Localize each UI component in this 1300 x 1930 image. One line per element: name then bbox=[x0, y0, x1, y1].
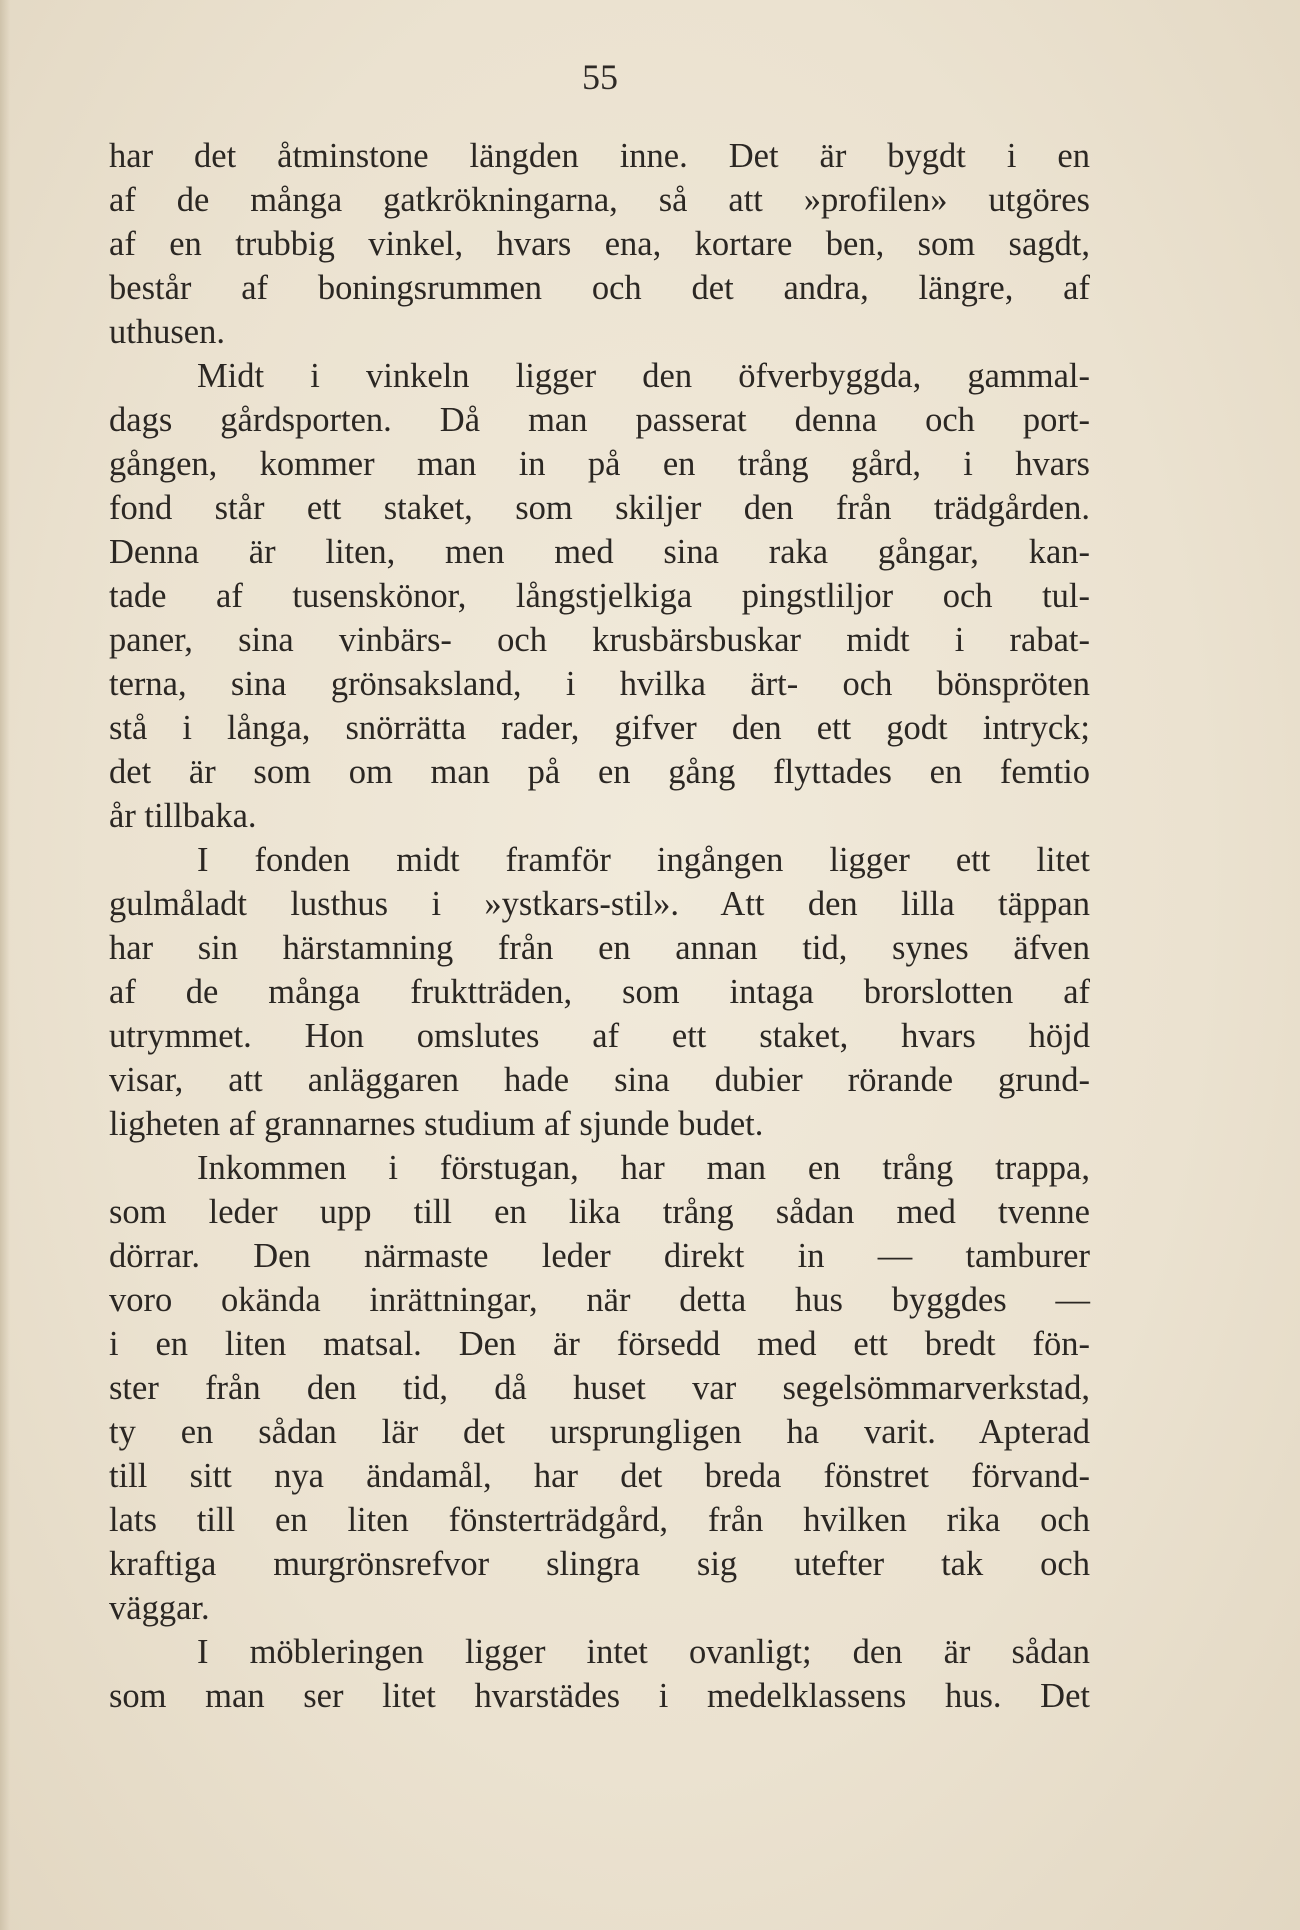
text-line: uthusen. bbox=[109, 313, 225, 351]
text-line: det är som om man på en gång flyttades en femtio bbox=[109, 753, 1090, 791]
body-text bbox=[109, 134, 1090, 1718]
text-line: I möbleringen ligger intet ovanligt; den är sådan bbox=[197, 1633, 1090, 1671]
text-line: år tillbaka. bbox=[109, 797, 257, 835]
text-line: Inkommen i förstugan, har man en trång trappa, bbox=[197, 1149, 1090, 1187]
text-line: Denna är liten, men med sina raka gångar, kan- bbox=[109, 533, 1090, 571]
text-line: ty en sådan lär det ursprungligen ha varit. Apterad bbox=[109, 1413, 1090, 1451]
text-line: voro okända inrättningar, när detta hus byggdes — bbox=[109, 1281, 1090, 1319]
text-line: gången, kommer man in på en trång gård, i hvars bbox=[109, 445, 1090, 483]
text-line: af de många gatkrökningarna, så att »profilen» utgöres bbox=[109, 181, 1090, 219]
text-line: ster från den tid, då huset var segelsömmarverkstad, bbox=[109, 1369, 1090, 1407]
text-line: väggar. bbox=[109, 1589, 210, 1627]
text-line: kraftiga murgrönsrefvor slingra sig utefter tak och bbox=[109, 1545, 1090, 1583]
text-line: består af boningsrummen och det andra, längre, af bbox=[109, 269, 1090, 307]
text-line: ligheten af grannarnes studium af sjunde budet. bbox=[109, 1105, 764, 1143]
text-line: har det åtminstone längden inne. Det är bygdt i en bbox=[109, 137, 1090, 175]
text-line: stå i långa, snörrätta rader, gifver den ett godt intryck; bbox=[109, 709, 1090, 747]
text-line: I fonden midt framför ingången ligger ett litet bbox=[197, 841, 1090, 879]
text-line: som man ser litet hvarstädes i medelklassens hus. Det bbox=[109, 1677, 1090, 1715]
text-line: har sin härstamning från en annan tid, synes äfven bbox=[109, 929, 1090, 967]
text-line: dags gårdsporten. Då man passerat denna och port- bbox=[109, 401, 1090, 439]
text-line: till sitt nya ändamål, har det breda fönstret förvand- bbox=[109, 1457, 1090, 1495]
page-number: 55 bbox=[582, 57, 618, 97]
text-line: paner, sina vinbärs- och krusbärsbuskar midt i rabat- bbox=[109, 621, 1090, 659]
text-line: fond står ett staket, som skiljer den från trädgården. bbox=[109, 489, 1090, 527]
text-line: gulmåladt lusthus i »ystkars-stil». Att den lilla täppan bbox=[109, 885, 1090, 923]
text-line: som leder upp till en lika trång sådan med tvenne bbox=[109, 1193, 1090, 1231]
text-line: tade af tusenskönor, långstjelkiga pingstliljor och tul- bbox=[109, 577, 1090, 615]
page-edge-shadow bbox=[0, 0, 10, 1930]
text-line: visar, att anläggaren hade sina dubier rörande grund- bbox=[109, 1061, 1090, 1099]
text-line: i en liten matsal. Den är försedd med ett bredt fön- bbox=[109, 1325, 1090, 1363]
text-line: terna, sina grönsaksland, i hvilka ärt- och bönspröten bbox=[109, 665, 1090, 703]
text-line: af en trubbig vinkel, hvars ena, kortare ben, som sagdt, bbox=[109, 225, 1090, 263]
text-line: Midt i vinkeln ligger den öfverbyggda, gammal- bbox=[197, 357, 1090, 395]
text-line: af de många fruktträden, som intaga brorslotten af bbox=[109, 973, 1090, 1011]
text-line: utrymmet. Hon omslutes af ett staket, hvars höjd bbox=[109, 1017, 1090, 1055]
text-line: dörrar. Den närmaste leder direkt in — tamburer bbox=[109, 1237, 1090, 1275]
text-line: lats till en liten fönsterträdgård, från hvilken rika och bbox=[109, 1501, 1090, 1539]
